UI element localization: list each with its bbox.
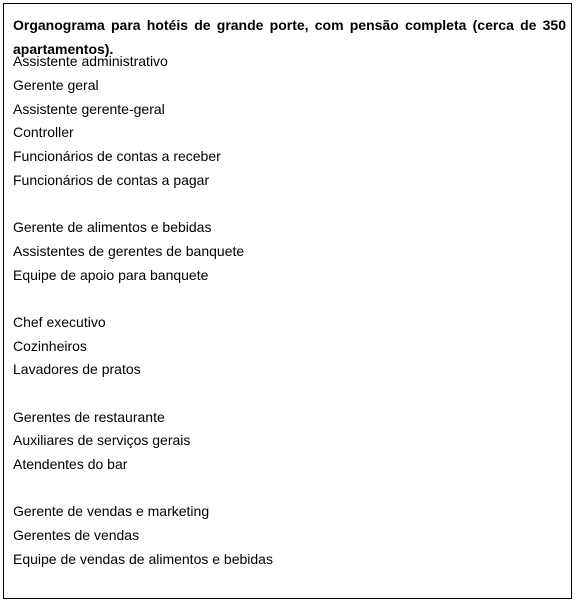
- list-item: Assistente administrativo: [13, 53, 168, 69]
- list-item: Equipe de vendas de alimentos e bebidas: [13, 550, 273, 567]
- list-item: Lavadores de pratos: [13, 361, 141, 378]
- list-item: Assistente gerente-geral: [13, 100, 165, 117]
- document-title: Organograma para hotéis de grande porte, com pensão completa (cerca de 350 apartamentos).: [13, 17, 566, 57]
- group-kitchen: [13, 311, 566, 382]
- list-item: Funcionários de contas a receber: [13, 148, 221, 164]
- list-item: Gerente de alimentos e bebidas: [13, 219, 212, 235]
- group-restaurant: [13, 406, 566, 477]
- group-sales: [13, 500, 566, 571]
- list-item: Funcionários de contas a pagar: [13, 171, 210, 188]
- list-item: Chef executivo: [13, 313, 106, 330]
- group-administration: [13, 50, 566, 193]
- list-item: Gerentes de vendas: [13, 527, 140, 543]
- list-item: Gerente de vendas e marketing: [13, 503, 210, 520]
- list-item: Gerentes de restaurante: [13, 408, 165, 425]
- list-item: Gerente geral: [13, 76, 99, 93]
- list-item: Controller: [13, 124, 74, 141]
- list-item: Auxiliares de serviços gerais: [13, 432, 191, 449]
- list-item: Assistentes de gerentes de banquete: [13, 242, 245, 259]
- staff-list: [13, 50, 566, 595]
- list-item: Atendentes do bar: [13, 456, 128, 472]
- list-item: Cozinheiros: [13, 337, 87, 354]
- list-item: Equipe de apoio para banquete: [13, 266, 209, 283]
- group-food-beverage: [13, 216, 566, 287]
